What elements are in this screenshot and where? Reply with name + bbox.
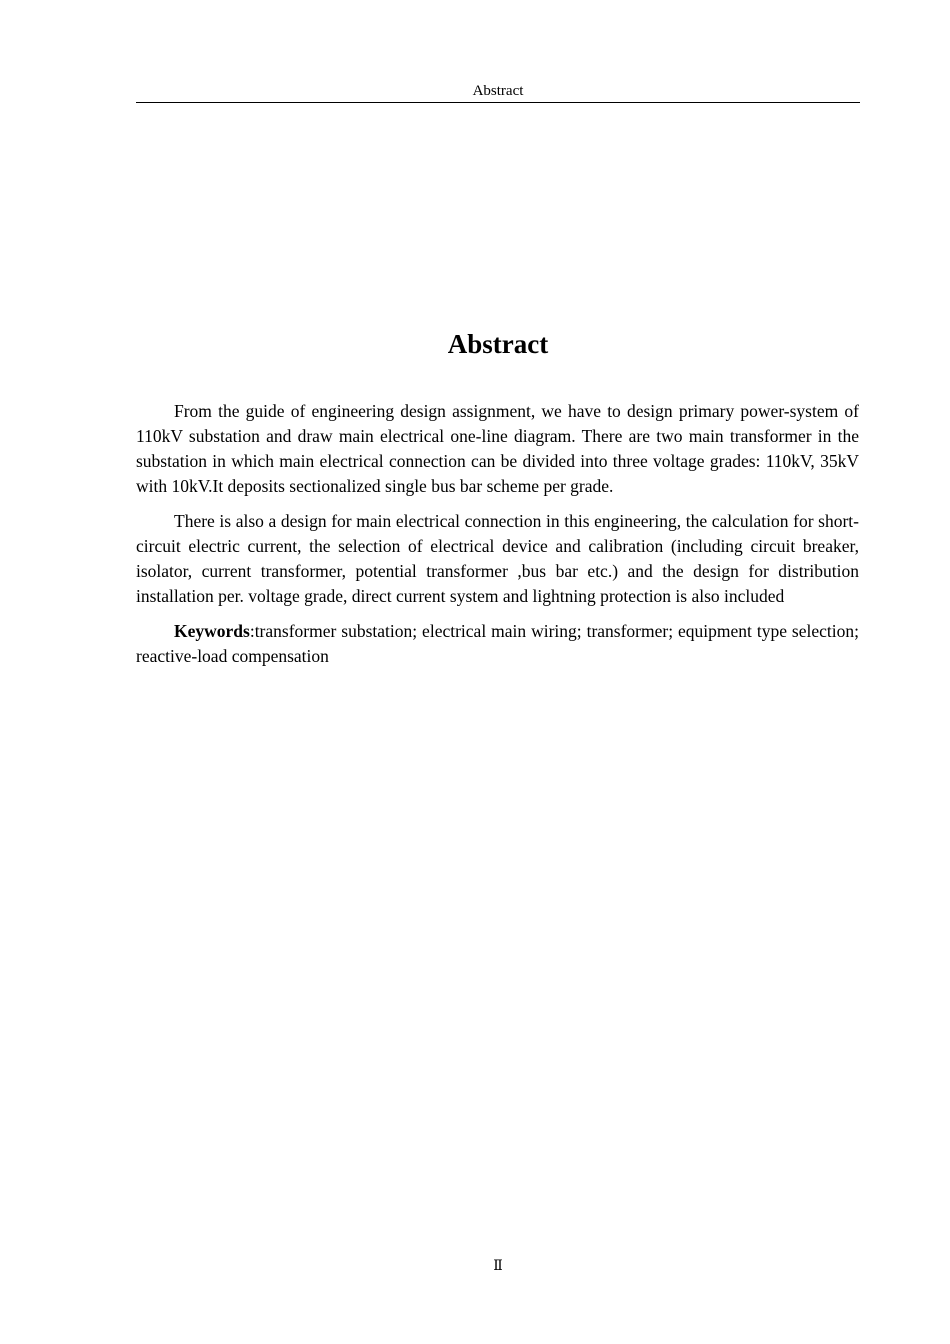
page-title: Abstract (447, 329, 549, 359)
abstract-paragraph-1: From the guide of engineering design assignment, we have to design primary power-system of 110kV substation and draw main electrical one-line diagram. There are two main transformer in the substation in which main electrical connection can be divided into three voltage grades: 110kV, 35kV with 10kV.It deposits sectionalized single bus bar scheme per grade. (136, 401, 859, 496)
keywords-text: :transformer substation; electrical main wiring; transformer; equipment type selection; reactive-load compensation (136, 621, 859, 666)
keywords-label: Keywords (174, 621, 250, 641)
abstract-body (136, 399, 859, 679)
keywords-paragraph (136, 619, 859, 669)
page-number: Ⅱ (493, 1259, 503, 1274)
running-header: Abstract (472, 83, 524, 99)
abstract-paragraph-2: There is also a design for main electrical connection in this engineering, the calculation for short-circuit electric current, the selection of electrical device and calibration (including circuit breaker, isolator, current transformer, potential transformer ,bus bar etc.) and the design for distribution installation per. voltage grade, direct current system and lightning protection is also included (136, 511, 859, 606)
header-divider (136, 102, 860, 103)
